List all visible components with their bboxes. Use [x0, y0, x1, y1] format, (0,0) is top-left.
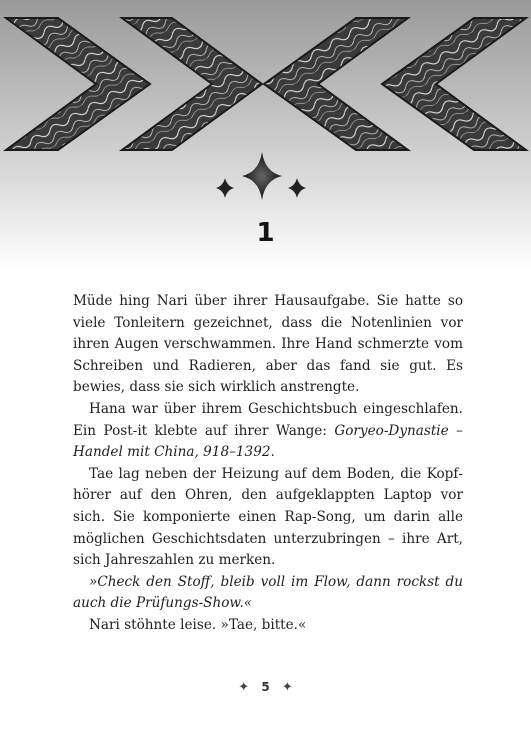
page-footer: [0, 680, 531, 695]
paragraph: [73, 399, 463, 464]
body-text: [73, 291, 463, 637]
paragraph: [73, 291, 463, 399]
page-number: 5: [261, 680, 270, 694]
paragraph: [73, 615, 463, 637]
star-ornament-icon: ✦: [238, 680, 250, 695]
text-run: Nari stöhnte leise. »Tae, bitte.«: [89, 616, 307, 633]
text-run: .: [270, 444, 275, 461]
paragraph: [73, 464, 463, 572]
italic-text: Goryeo-Dynastie – Handel mit China, 918–1392: [73, 422, 463, 461]
text-run: Hana war über ihrem Geschichtsbuch eingeschlafen. Ein Post-it klebte auf ihrer Wange:: [73, 400, 463, 439]
text-run: Müde hing Nari über ihrer Hausaufgabe. Sie hatte so viele Tonleitern gezeichnet, dass die Notenlinien vor ihren Augen verschwammen. Ihre Hand schmerzte vom Schreiben und Radieren, aber das fand sie gut. Es bewies, dass sie sich wirklich anstrengte.: [73, 293, 463, 396]
star-ornament-icon: ✦: [281, 680, 293, 695]
italic-text: »Check den Stoff, bleib voll im Flow, dann rockst du auch die Prüfungs-Show.«: [73, 573, 463, 612]
chapter-number: 1: [256, 218, 275, 248]
paragraph: [73, 572, 463, 615]
text-run: Tae lag neben der Heizung auf dem Boden, die Kopfhörer auf den Ohren, den aufgeklappten Laptop vor sich. Sie komponierte einen Rap-Song, um darin alle möglichen Geschichtsdaten unterzubringen – ihre Art, sich Jahreszahlen zu merken.: [73, 465, 463, 569]
